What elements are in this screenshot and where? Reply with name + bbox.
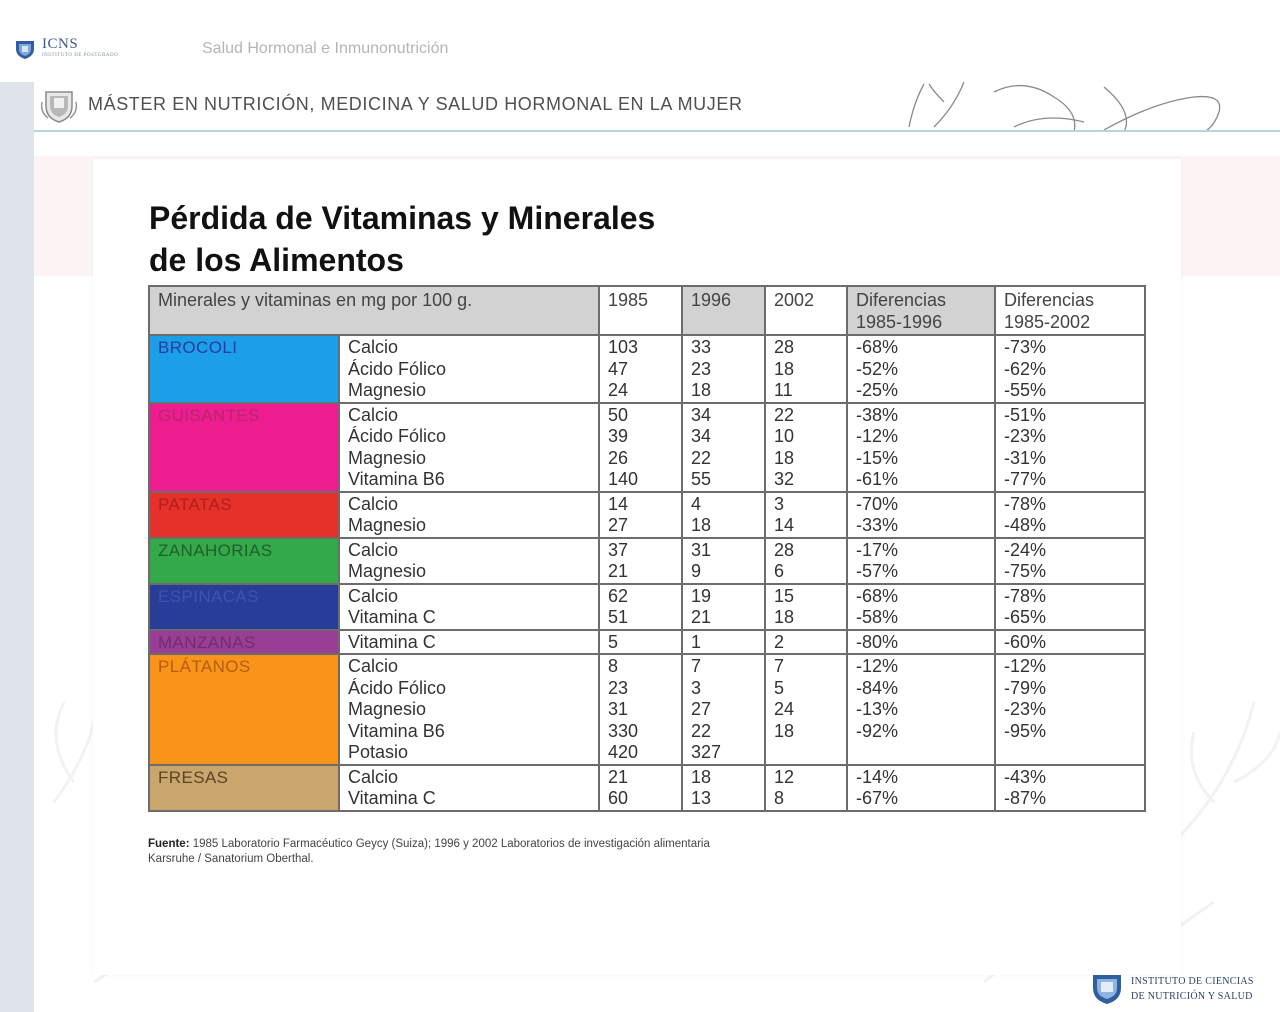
cell-y1985: 5 (599, 630, 682, 655)
header-divider (34, 130, 1280, 132)
cell-diff1: -70% -33% (847, 492, 995, 538)
food-name-cell: PLÁTANOS (149, 654, 339, 765)
header-diff2-line1: Diferencias (1004, 290, 1095, 310)
cell-diff1: -80% (847, 630, 995, 655)
cell-nutrients: Calcio Ácido Fólico Magnesio Vitamina B6 (339, 403, 599, 492)
source-note (148, 837, 710, 867)
cell-nutrients: Calcio Magnesio (339, 492, 599, 538)
vitamin-mineral-table (148, 285, 1146, 812)
cell-diff2: -24% -75% (995, 538, 1145, 584)
cell-y1985: 21 60 (599, 765, 682, 811)
table-row (149, 403, 1145, 492)
source-text-1: 1985 Laboratorio Farmacéutico Geycy (Suiza); 1996 y 2002 Laboratorios de investigación alimentaria (189, 838, 710, 850)
header-diff-1985-1996 (847, 286, 995, 335)
crest-logo-icon (40, 88, 78, 124)
institute-shield-icon (1090, 972, 1124, 1006)
master-title: MÁSTER EN NUTRICIÓN, MEDICINA Y SALUD HORMONAL EN LA MUJER (88, 94, 743, 114)
cell-y1996: 34 34 22 55 (682, 403, 765, 492)
food-name-cell: FRESAS (149, 765, 339, 811)
table-row (149, 630, 1145, 655)
header-1985: 1985 (599, 286, 682, 335)
cell-nutrients: Calcio Vitamina C (339, 765, 599, 811)
cell-nutrients: Calcio Ácido Fólico Magnesio (339, 335, 599, 403)
source-text-2: Karsruhe / Sanatorium Oberthal. (148, 853, 314, 865)
cell-y2002: 2 (765, 630, 847, 655)
cell-diff1: -38% -12% -15% -61% (847, 403, 995, 492)
header-1996: 1996 (682, 286, 765, 335)
presentation-slide (34, 82, 1280, 1012)
institute-name-line-1: INSTITUTO DE CIENCIAS (1131, 976, 1254, 987)
cell-y2002: 12 8 (765, 765, 847, 811)
cell-diff1: -68% -58% (847, 584, 995, 630)
food-name-cell: BROCOLI (149, 335, 339, 403)
content-card (93, 159, 1181, 975)
table-row (149, 492, 1145, 538)
source-label: Fuente: (148, 838, 190, 850)
cell-y2002: 7 5 24 18 (765, 654, 847, 765)
line-art-decoration (904, 82, 1234, 132)
logo-text: ICNS (42, 36, 79, 52)
header-item: Minerales y vitaminas en mg por 100 g. (149, 286, 599, 335)
cell-diff2: -60% (995, 630, 1145, 655)
header-diff-1985-2002 (995, 286, 1145, 335)
cell-y1985: 50 39 26 140 (599, 403, 682, 492)
cell-y1985: 103 47 24 (599, 335, 682, 403)
icns-logo[interactable] (14, 36, 139, 64)
cell-y1996: 4 18 (682, 492, 765, 538)
cell-diff2: -73% -62% -55% (995, 335, 1145, 403)
header-diff1-line2: 1985-1996 (856, 311, 943, 332)
cell-diff2: -51% -23% -31% -77% (995, 403, 1145, 492)
cell-nutrients: Calcio Ácido Fólico Magnesio Vitamina B6 Potasio (339, 654, 599, 765)
food-name-cell: GUISANTES (149, 403, 339, 492)
cell-y1996: 19 21 (682, 584, 765, 630)
cell-y1985: 62 51 (599, 584, 682, 630)
cell-y1996: 7 3 27 22 327 (682, 654, 765, 765)
cell-nutrients: Calcio Vitamina C (339, 584, 599, 630)
institute-logo (1086, 968, 1276, 1008)
left-sidebar-strip (0, 82, 34, 1012)
cell-diff1: -68% -52% -25% (847, 335, 995, 403)
institute-name-line-2: DE NUTRICIÓN Y SALUD (1131, 991, 1253, 1002)
cell-y1996: 18 13 (682, 765, 765, 811)
cell-y1985: 37 21 (599, 538, 682, 584)
food-name-cell: PATATAS (149, 492, 339, 538)
logo-subtext: INSTITUTO DE POSTGRADO (42, 53, 119, 58)
cell-nutrients: Vitamina C (339, 630, 599, 655)
food-name-cell: ZANAHORIAS (149, 538, 339, 584)
header-diff1-line1: Diferencias (856, 290, 947, 310)
cell-nutrients: Calcio Magnesio (339, 538, 599, 584)
cell-diff1: -12% -84% -13% -92% (847, 654, 995, 765)
cell-diff1: -17% -57% (847, 538, 995, 584)
cell-y2002: 3 14 (765, 492, 847, 538)
slide-title-line-1: Pérdida de Vitaminas y Minerales (149, 200, 656, 236)
cell-y2002: 22 10 18 32 (765, 403, 847, 492)
slide-title-line-2: de los Alimentos (149, 242, 404, 278)
cell-diff1: -14% -67% (847, 765, 995, 811)
table-row (149, 584, 1145, 630)
cell-y2002: 28 6 (765, 538, 847, 584)
slide-title (149, 197, 655, 281)
app-topbar (0, 0, 1280, 82)
shield-logo-icon (14, 38, 36, 60)
cell-diff2: -43% -87% (995, 765, 1145, 811)
cell-y1985: 14 27 (599, 492, 682, 538)
institute-name (1131, 974, 1254, 1004)
table-row (149, 654, 1145, 765)
cell-y1996: 1 (682, 630, 765, 655)
cell-y1996: 31 9 (682, 538, 765, 584)
table-header-row (149, 286, 1145, 335)
cell-y2002: 28 18 11 (765, 335, 847, 403)
table-row (149, 538, 1145, 584)
slide-header (34, 82, 1280, 132)
food-name-cell: ESPINACAS (149, 584, 339, 630)
table-row (149, 765, 1145, 811)
header-diff2-line2: 1985-2002 (1004, 311, 1091, 332)
cell-diff2: -12% -79% -23% -95% (995, 654, 1145, 765)
cell-y1985: 8 23 31 330 420 (599, 654, 682, 765)
food-name-cell: MANZANAS (149, 630, 339, 655)
cell-y2002: 15 18 (765, 584, 847, 630)
header-2002: 2002 (765, 286, 847, 335)
cell-diff2: -78% -48% (995, 492, 1145, 538)
table-row (149, 335, 1145, 403)
cell-y1996: 33 23 18 (682, 335, 765, 403)
course-tab-title[interactable]: Salud Hormonal e Inmunonutrición (202, 40, 449, 57)
cell-diff2: -78% -65% (995, 584, 1145, 630)
